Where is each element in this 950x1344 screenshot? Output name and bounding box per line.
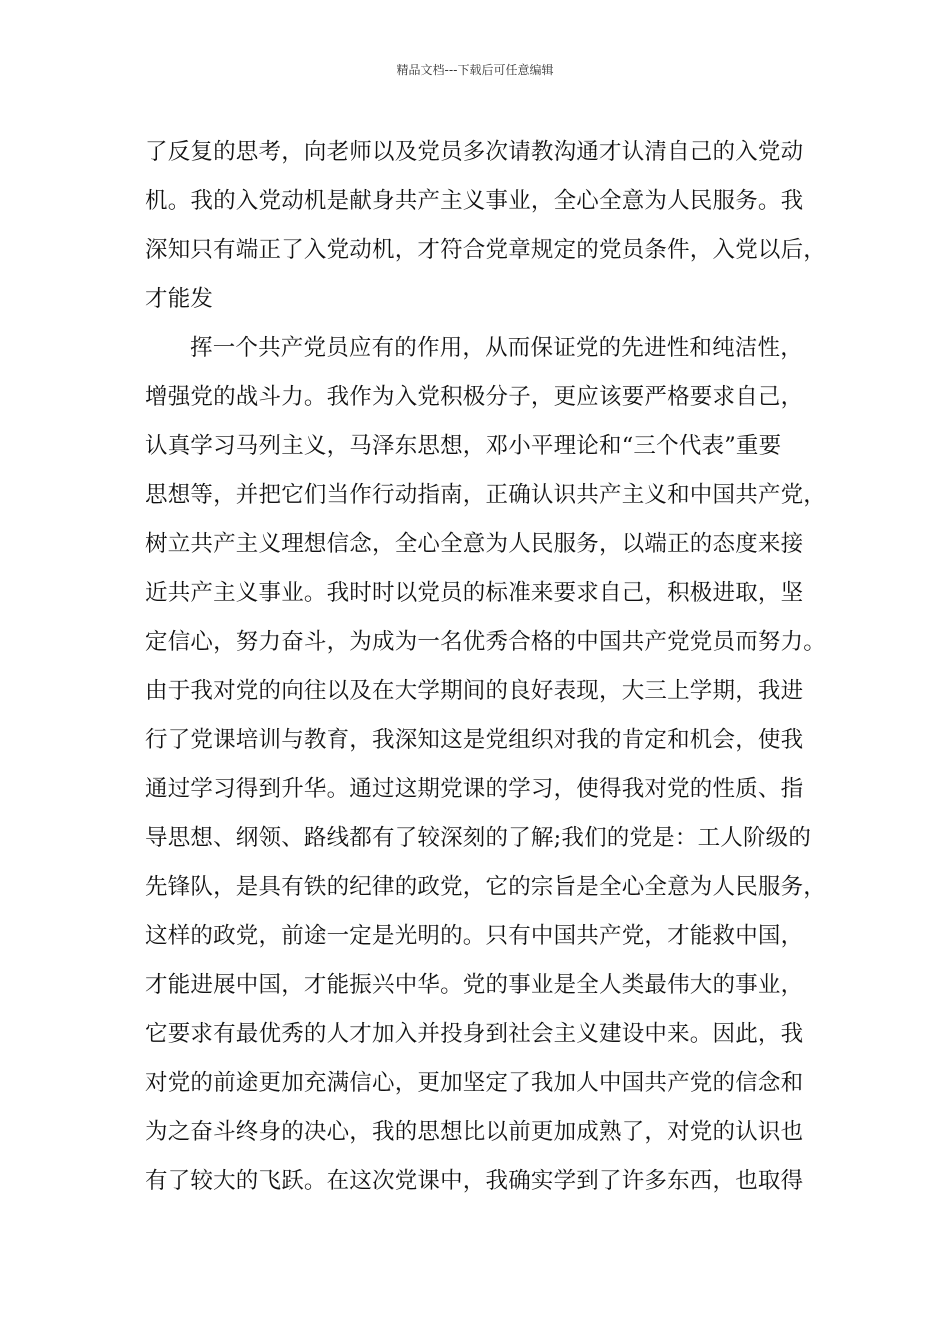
text-line: 深知只有端正了入党动机，才符合党章规定的党员条件，入党以后，	[145, 237, 827, 263]
text-line: 通过学习得到升华。通过这期党课的学习，使得我对党的性质、指	[145, 776, 804, 802]
text-line: 了反复的思考，向老师以及党员多次请教沟通才认清自己的入党动	[145, 139, 804, 165]
text-line: 认真学习马列主义，马泽东思想，邓小平理论和“三个代表”重要	[145, 433, 782, 459]
page-header: 精品文档---下载后可任意编辑	[396, 63, 554, 77]
text-line: 对党的前途更加充满信心，更加坚定了我加人中国共产党的信念和	[145, 1070, 804, 1096]
text-line: 树立共产主义理想信念，全心全意为人民服务，以端正的态度来接	[145, 531, 804, 557]
text-line: 增强党的战斗力。我作为入党积极分子，更应该要严格要求自己，	[145, 384, 804, 410]
text-line: 行了党课培训与教育，我深知这是党组织对我的肯定和机会，使我	[145, 727, 804, 753]
text-line: 挥一个共产党员应有的作用，从而保证党的先进性和纯洁性，	[190, 335, 803, 361]
text-line: 为之奋斗终身的决心，我的思想比以前更加成熟了，对党的认识也	[145, 1119, 804, 1145]
text-line: 定信心，努力奋斗，为成为一名优秀合格的中国共产党党员而努力。	[145, 629, 827, 655]
text-line: 近共产主义事业。我时时以党员的标准来要求自己，积极进取，坚	[145, 580, 804, 606]
text-line: 才能进展中国，才能振兴中华。党的事业是全人类最伟大的事业，	[145, 972, 804, 998]
text-line: 导思想、纲领、路线都有了较深刻的了解;我们的党是：工人阶级的	[145, 825, 812, 851]
text-line: 这样的政党，前途一定是光明的。只有中国共产党，才能救中国，	[145, 923, 804, 949]
text-line: 它要求有最优秀的人才加入并投身到社会主义建设中来。因此，我	[145, 1021, 804, 1047]
text-line: 先锋队，是具有铁的纪律的政党，它的宗旨是全心全意为人民服务，	[145, 874, 827, 900]
document-body	[145, 128, 825, 1206]
text-line: 机。我的入党动机是献身共产主义事业，全心全意为人民服务。我	[145, 188, 804, 214]
text-line: 有了较大的飞跃。在这次党课中，我确实学到了许多东西，也取得	[145, 1168, 804, 1194]
text-line: 思想等，并把它们当作行动指南，正确认识共产主义和中国共产党，	[145, 482, 827, 508]
text-line: 由于我对党的向往以及在大学期间的良好表现，大三上学期，我进	[145, 678, 804, 704]
text-line: 才能发	[145, 286, 214, 312]
